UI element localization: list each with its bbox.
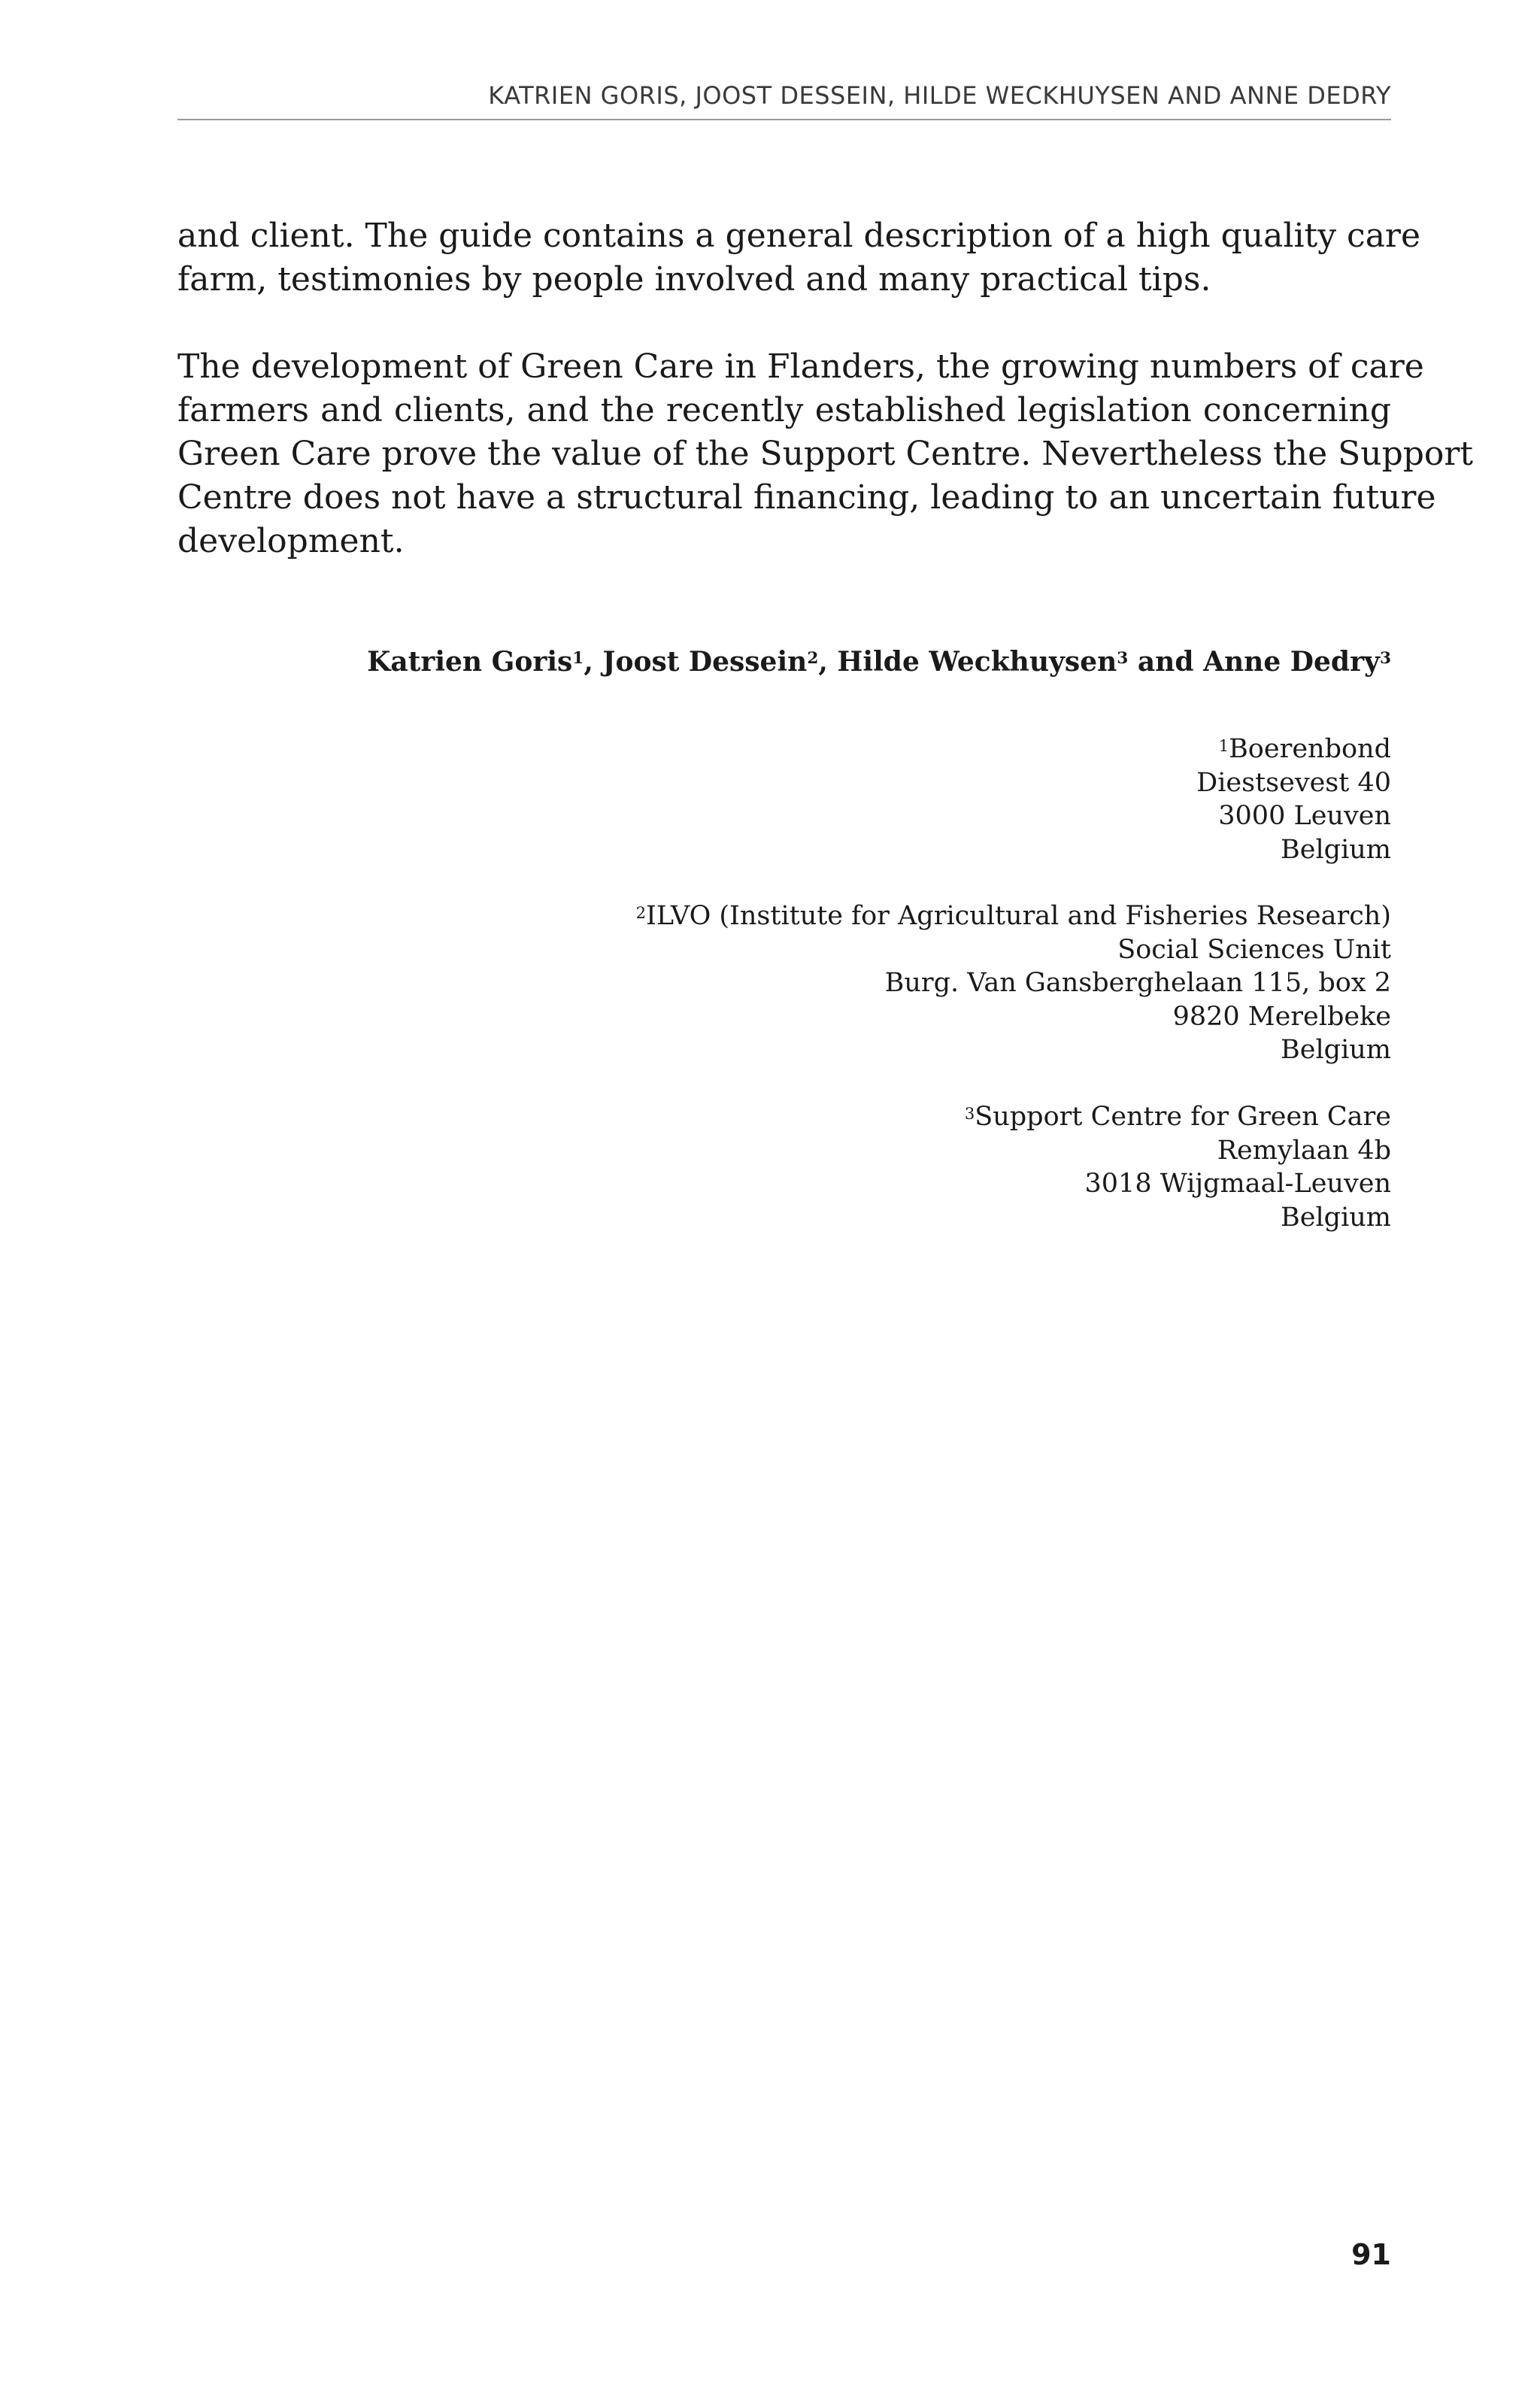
- affiliation-line: 3018 Wijgmaal-Leuven: [1084, 1169, 1391, 1199]
- affiliation-line: 9820 Merelbeke: [1172, 1001, 1391, 1032]
- affiliation-3: [177, 1100, 1391, 1234]
- header-rule: [177, 119, 1391, 120]
- affiliation-text: Support Centre for Green Care: [975, 1102, 1391, 1132]
- affiliation-marker: 3: [964, 1105, 975, 1123]
- affiliation-1: [177, 732, 1391, 866]
- affiliation-line: 3000 Leuven: [1218, 801, 1391, 831]
- affiliation-line: [177, 732, 1391, 766]
- author-name: Anne Dedry: [1203, 646, 1380, 678]
- body-paragraph-2: [177, 345, 1474, 563]
- affiliation-line: Social Sciences Unit: [1117, 934, 1391, 965]
- author-name: Katrien Goris: [367, 646, 573, 678]
- affiliation-marker: 1: [1218, 737, 1229, 755]
- affiliation-line: [177, 1100, 1391, 1134]
- affiliation-line: Belgium: [1281, 1202, 1391, 1233]
- paragraph-line: Green Care prove the value of the Support Centre. Nevertheless the Support: [177, 435, 1474, 473]
- author-affiliation-marker: 3: [1379, 649, 1391, 668]
- running-head: KATRIEN GORIS, JOOST DESSEIN, HILDE WECKHUYSEN AND ANNE DEDRY: [488, 81, 1391, 110]
- affiliation-line: Diestsevest 40: [1196, 767, 1391, 798]
- affiliation-line: Belgium: [1281, 1035, 1391, 1065]
- affiliation-text: Boerenbond: [1229, 734, 1391, 764]
- author-separator: ,: [584, 646, 603, 678]
- affiliation-marker: 2: [635, 904, 646, 922]
- author-name: Joost Dessein: [602, 646, 808, 678]
- author-affiliation-marker: 2: [807, 649, 819, 668]
- affiliation-text: ILVO (Institute for Agricultural and Fisheries Research): [646, 901, 1391, 931]
- paragraph-line: The development of Green Care in Flanders, the growing numbers of care: [177, 347, 1424, 386]
- author-list: [177, 642, 1391, 681]
- paragraph-line: and client. The guide contains a general description of a high quality care: [177, 217, 1421, 255]
- affiliation-line: Belgium: [1281, 834, 1391, 865]
- affiliation-2: [177, 899, 1391, 1067]
- page-number: 91: [1351, 2238, 1391, 2271]
- paragraph-line: development.: [177, 522, 405, 560]
- author-name: Hilde Weckhuysen: [837, 646, 1117, 678]
- paragraph-line: Centre does not have a structural financing, leading to an uncertain future: [177, 478, 1436, 517]
- author-affiliation-marker: 1: [572, 649, 584, 668]
- author-separator: ,: [818, 646, 838, 678]
- author-affiliation-marker: 3: [1117, 649, 1129, 668]
- author-separator: and: [1128, 646, 1204, 678]
- paragraph-line: farm, testimonies by people involved and many practical tips.: [177, 260, 1211, 299]
- body-paragraph-1: [177, 214, 1421, 302]
- affiliation-line: Remylaan 4b: [1217, 1135, 1391, 1166]
- affiliation-line: Burg. Van Gansberghelaan 115, box 2: [884, 968, 1391, 998]
- paragraph-line: farmers and clients, and the recently established legislation concerning: [177, 391, 1391, 429]
- affiliation-line: [177, 899, 1391, 933]
